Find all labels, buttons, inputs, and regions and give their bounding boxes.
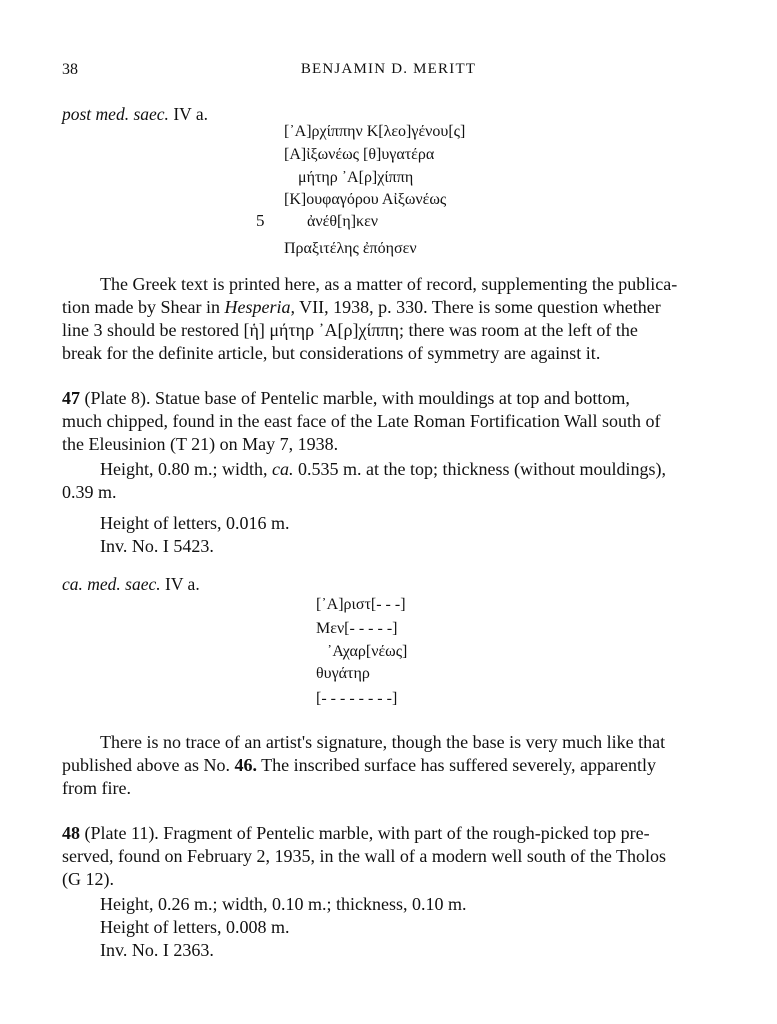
- inscription-47-line-1: [᾽Α]ριστ[- - -]: [316, 596, 406, 613]
- date-roman: IV a.: [165, 574, 200, 594]
- running-head-author: BENJAMIN D. MERITT: [300, 61, 477, 77]
- entry-47-dimensions: [62, 458, 720, 504]
- inventory-number: Inv. No. I 2363.: [100, 940, 214, 960]
- entry-text: (Plate 8). Statue base of Pentelic marble, with mouldings at top and bottom,: [80, 388, 630, 408]
- inscription-46-line-5: ἀνέθ[η]κεν: [307, 213, 379, 230]
- letter-height: Height of letters, 0.016 m.: [100, 513, 290, 533]
- comment-line: line 3 should be restored [ἡ] μήτηρ ᾽Α[ρ]χίππη; there was room at the left of the: [62, 320, 638, 340]
- artist-signature: Πραξιτέλης ἐπόησεν: [284, 240, 417, 257]
- inscription-47-line-2: Μεν[- - - - -]: [316, 620, 398, 637]
- comment-line: published above as No.: [62, 755, 235, 775]
- entry-text: served, found on February 2, 1935, in the wall of a modern well south of the Tholos: [62, 846, 667, 866]
- entry-47-description: [62, 387, 720, 456]
- cross-reference: 46.: [234, 755, 257, 775]
- inscription-46-line-4: [Κ]ουφαγόρου Αἰξωνέως: [284, 191, 447, 208]
- inscription-46-line-3: μήτηρ ᾽Α[ρ]χίππη: [298, 169, 414, 186]
- date-roman: IV a.: [173, 104, 208, 124]
- commentary-46: [62, 273, 720, 365]
- inventory-number: Inv. No. I 5423.: [100, 536, 214, 556]
- entry-48-description: [62, 822, 720, 891]
- letter-height: Height of letters, 0.008 m.: [100, 917, 290, 937]
- entry-text: (G 12).: [62, 869, 114, 889]
- entry-48-meta: [100, 893, 720, 962]
- comment-line: There is no trace of an artist's signature, though the base is very much like that: [100, 732, 666, 752]
- page-number: 38: [62, 61, 78, 78]
- dims-circa: ca.: [272, 459, 294, 479]
- comment-line: The Greek text is printed here, as a matter of record, supplementing the publica-: [100, 274, 678, 294]
- dimensions: Height, 0.26 m.; width, 0.10 m.; thickness, 0.10 m.: [100, 894, 467, 914]
- dims-text: Height, 0.80 m.; width,: [100, 459, 272, 479]
- date-italic: ca. med. saec.: [62, 574, 161, 594]
- inscription-47-line-3: ᾽Αχαρ[νέως]: [327, 643, 408, 660]
- inscription-46-line-2: [Α]ἰξωνέως [θ]υγατέρα: [284, 146, 435, 163]
- inscription-46-line-1: [᾽Α]ρχίππην Κ[λεο]γένου[ς]: [284, 123, 466, 140]
- inscription-47-line-5: [- - - - - - - -]: [316, 690, 398, 707]
- entry-text: the Eleusinion (T 21) on May 7, 1938.: [62, 434, 339, 454]
- comment-line: The inscribed surface has suffered severely, apparently: [256, 755, 656, 775]
- entry-47-meta: [100, 512, 720, 558]
- date-italic: post med. saec.: [62, 104, 169, 124]
- entry-text: (Plate 11). Fragment of Pentelic marble, with part of the rough-picked top pre-: [80, 823, 650, 843]
- comment-line: tion made by Shear in: [62, 297, 225, 317]
- inscription-47-line-4: θυγάτηρ: [316, 665, 370, 682]
- dims-text: 0.39 m.: [62, 482, 117, 502]
- commentary-47: [62, 731, 720, 800]
- entry-number: 47: [62, 388, 80, 408]
- dims-text: 0.535 m. at the top; thickness (without mouldings),: [293, 459, 666, 479]
- entry-text: much chipped, found in the east face of the Late Roman Fortification Wall south of: [62, 411, 661, 431]
- inscription-47-date: [62, 574, 200, 595]
- comment-line: VII, 1938, p. 330. There is some question whether: [294, 297, 661, 317]
- journal-title: Hesperia,: [224, 297, 295, 317]
- inscription-46-date: [62, 104, 208, 125]
- comment-line: from fire.: [62, 778, 131, 798]
- comment-line: break for the definite article, but considerations of symmetry are against it.: [62, 343, 601, 363]
- line-number: 5: [256, 211, 265, 230]
- entry-number: 48: [62, 823, 80, 843]
